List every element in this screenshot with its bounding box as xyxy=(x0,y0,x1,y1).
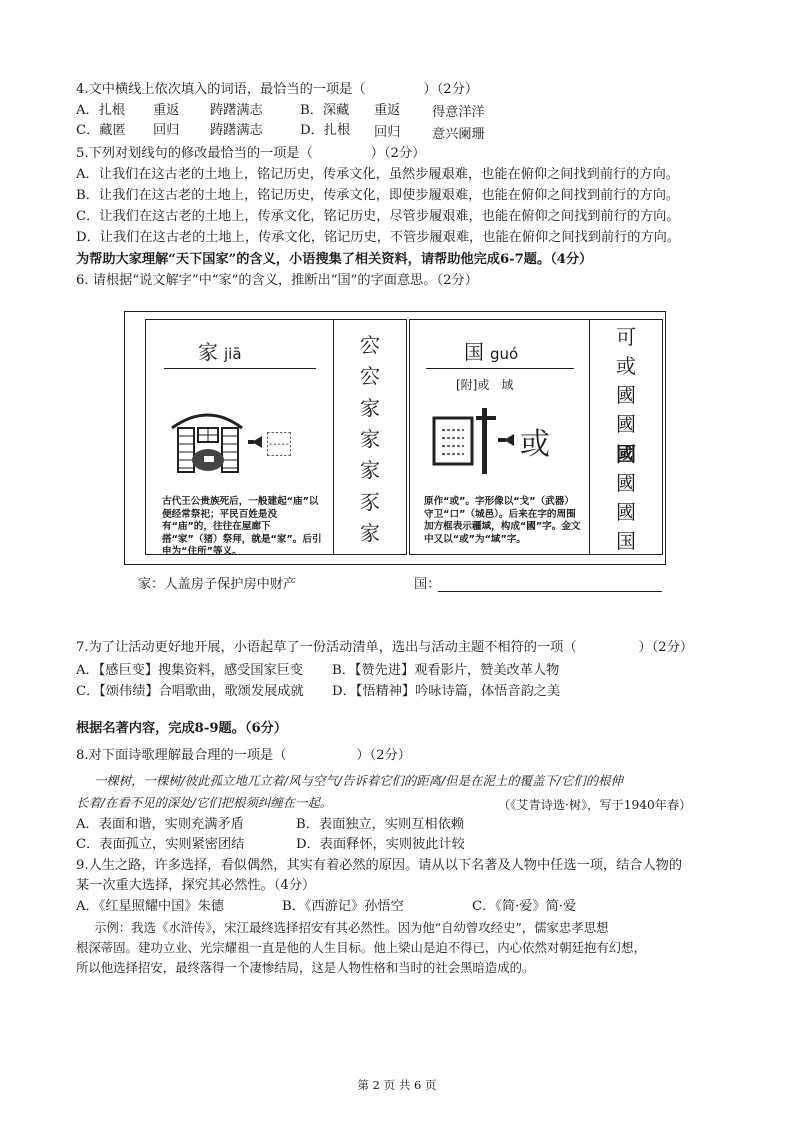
q9-example-line-3: 所以他选择招安，最终落得一个凄惨结局，这是人物性格和当时的社会黑暗造成的。 xyxy=(76,960,535,975)
guo-char: 国 xyxy=(464,340,484,364)
city-halberd-illustration xyxy=(428,402,578,482)
q4-stem-text: 4.文中横线上依次填入的词语，最恰当的一项是（ xyxy=(76,82,366,97)
jia-explanation: 古代王公贵族死后，一般建起“庙”以便经常祭祀；平民百姓是没有“庙”的，往往在屋廊下搭“家”（猪）祭拜，就是“家”。后引申为“住所”等义。 xyxy=(162,496,322,558)
guo-evolution-panel xyxy=(589,319,663,555)
q4-option-a-w3: 踌躇满志 xyxy=(210,103,263,118)
q9-option-b[interactable]: B．《西游记》孙悟空 xyxy=(282,899,404,914)
guo-pinyin: guó xyxy=(490,345,519,363)
jia-evolution-panel xyxy=(333,319,407,555)
q9-option-c[interactable]: C．《简·爱》简·爱 xyxy=(472,899,577,914)
q4-option-b-w3: 得意洋洋 xyxy=(432,105,485,120)
guo-evolution xyxy=(590,326,662,552)
q8-score: ）（2分） xyxy=(356,748,411,763)
guo-panel xyxy=(409,319,591,555)
guo-variants: [附]或 域 xyxy=(456,378,514,392)
jia-panel xyxy=(145,319,335,558)
q8-stem-text: 8.对下面诗歌理解最合理的一项是（ xyxy=(76,748,287,763)
section-intro-6-7: 为帮助大家理解“天下国家”的含义，小语搜集了相关资料，请帮助他完成6-7题。（4分） xyxy=(76,252,593,267)
jia-evo-7: 家 xyxy=(360,520,380,545)
shuowen-figure xyxy=(124,311,666,565)
jia-glyph: ⿱ xyxy=(266,431,293,461)
q4-option-a-w2: 重返 xyxy=(153,103,180,118)
q6-answer-blank[interactable] xyxy=(438,591,662,592)
q8-stem xyxy=(76,747,411,765)
section-intro-8-9: 根据名著内容，完成8-9题。（6分） xyxy=(76,721,288,736)
q8-poem-line-1: 一棵树，一棵树/彼此孤立地兀立着/风与空气/告诉着它们的距离/但是在泥土的覆盖下/它们的根伸 xyxy=(94,773,623,788)
q4-option-c-w3: 踌躇满志 xyxy=(210,123,263,138)
jia-title xyxy=(198,336,242,365)
q8-poem-line-2: 长着/在看不见的深处/它们把根须纠缠在一起。 xyxy=(76,795,333,810)
guo-evo-4: 國 xyxy=(616,412,636,437)
q8-option-a[interactable]: A．表面和谐，实则充满矛盾 xyxy=(76,817,244,832)
q8-option-d[interactable]: D．表面释怀，实则彼此计较 xyxy=(296,837,465,852)
guo-evo-2: 或 xyxy=(616,354,636,379)
q8-source: （《艾青诗选·树》，写于1940年春） xyxy=(498,798,692,812)
q4-option-c[interactable]: C．藏匿 xyxy=(76,123,126,138)
jia-evo-1: 㝐 xyxy=(360,333,380,357)
guo-explanation: 原作“或”。字形像以“戈”（武器）守卫“口”（城邑）。后来在字的周围加方框表示疆域，构成“國”字。金文中又以“或”为“域”字。 xyxy=(424,496,581,545)
q7-option-c[interactable]: C．【颂伟绩】合唱歌曲，歌颂发展成就 xyxy=(76,684,304,699)
q7-option-b[interactable]: B．【赞先进】观看影片，赞美改革人物 xyxy=(332,663,560,678)
q7-option-a[interactable]: A．【感巨变】搜集资料，感受国家巨变 xyxy=(76,663,304,678)
q8-option-b[interactable]: B．表面独立，实则互相依赖 xyxy=(296,817,464,832)
page-footer: 第 2 页 共 6 页 xyxy=(357,1078,437,1092)
guo-rule xyxy=(426,368,574,369)
guo-evo-5: 國 xyxy=(616,441,636,466)
q9-example-line-2: 根深蒂固。建功立业、光宗耀祖一直是他的人生目标。他上梁山是迫不得已，内心依然对朝廷抱有幻想， xyxy=(76,940,646,955)
q5-stem-text: 5.下列对划线句的修改最恰当的一项是（ xyxy=(76,146,313,161)
q5-score: ）（2分） xyxy=(370,146,426,161)
q7-score: ）（2分） xyxy=(638,640,694,655)
q8-option-c[interactable]: C．表面孤立，实则紧密团结 xyxy=(76,837,245,852)
q5-option-c[interactable]: C．让我们在这古老的土地上，传承文化，铭记历史，尽管步履艰难，也能在俯仰之间找到前行的方向。 xyxy=(76,209,680,224)
q9-example-line-1: 示例：我选《水浒传》，宋江最终选择招安有其必然性。因为他“自幼曾攻经史”，儒家忠孝思想 xyxy=(94,920,609,935)
guo-evo-6: 國 xyxy=(616,470,636,495)
q5-option-d[interactable]: D．让我们在这古老的土地上，传承文化，铭记历史，不管步履艰难，也能在俯仰之间找到前行的方向。 xyxy=(76,230,681,245)
jia-evo-4: 家 xyxy=(360,426,380,451)
q7-option-d[interactable]: D．【悟精神】吟咏诗篇，体悟音韵之美 xyxy=(332,684,561,699)
q9-option-a[interactable]: A．《红星照耀中国》朱德 xyxy=(76,899,224,914)
q4-option-a[interactable] xyxy=(76,102,125,120)
house-pig-illustration xyxy=(168,398,318,478)
q5-stem xyxy=(76,145,425,163)
q6-guo-label: 国： xyxy=(414,577,441,592)
jia-char: 家 xyxy=(198,340,218,364)
q4-stem xyxy=(76,81,478,99)
q5-option-a[interactable]: A．让我们在这古老的土地上，铭记历史，传承文化，虽然步履艰难，也能在俯仰之间找到前行的方向。 xyxy=(76,167,679,182)
q5-option-b[interactable]: B．让我们在这古老的土地上，铭记历史，传承文化，即使步履艰难，也能在俯仰之间找到前行的方向。 xyxy=(76,188,680,203)
q7-stem xyxy=(76,639,693,657)
q6-stem: 6. 请根据“说文解字”中“家”的含义，推断出“国”的字面意思。（2分） xyxy=(76,273,478,288)
q4-option-b-w2: 重返 xyxy=(374,103,401,118)
guo-evo-1: 可 xyxy=(616,325,636,349)
jia-evo-3: 家 xyxy=(360,395,380,420)
q4-option-d-w3: 意兴阑珊 xyxy=(432,127,485,142)
q4-option-b[interactable]: B．深藏 xyxy=(300,103,350,118)
guo-title xyxy=(464,336,518,365)
q4-option-c-w2: 回归 xyxy=(153,123,180,138)
q4-score: ）（2分） xyxy=(423,82,479,97)
guo-evo-3: 國 xyxy=(616,383,636,408)
guo-glyph: 或 xyxy=(520,427,550,462)
jia-evo-2: 㝐 xyxy=(360,364,380,389)
guo-evo-8: 国 xyxy=(616,528,636,553)
q6-jia-answer: 家：人盖房子保护房中财产 xyxy=(138,577,297,592)
q4-option-d[interactable]: D．扎根 xyxy=(300,123,351,138)
jia-evo-6: 豕 xyxy=(360,489,380,514)
jia-pinyin: jiā xyxy=(224,345,242,363)
q9-stem-line-1: 9.人生之路，许多选择，看似偶然，其实有着必然的原因。请从以下名著及人物中任选一项，结合人物的 xyxy=(76,858,683,873)
jia-evo-5: 家 xyxy=(360,458,380,483)
guo-evo-7: 國 xyxy=(616,499,636,524)
q4-a-w1: A．扎根 xyxy=(76,103,126,118)
jia-rule xyxy=(164,368,316,369)
q9-stem-line-2: 某一次重大选择，探究其必然性。（4分） xyxy=(76,878,316,893)
q7-stem-text: 7.为了让活动更好地开展，小语起草了一份活动清单，选出与活动主题不相符的一项（ xyxy=(76,640,577,655)
q4-option-d-w2: 回归 xyxy=(374,125,401,140)
jia-evolution xyxy=(334,334,406,544)
